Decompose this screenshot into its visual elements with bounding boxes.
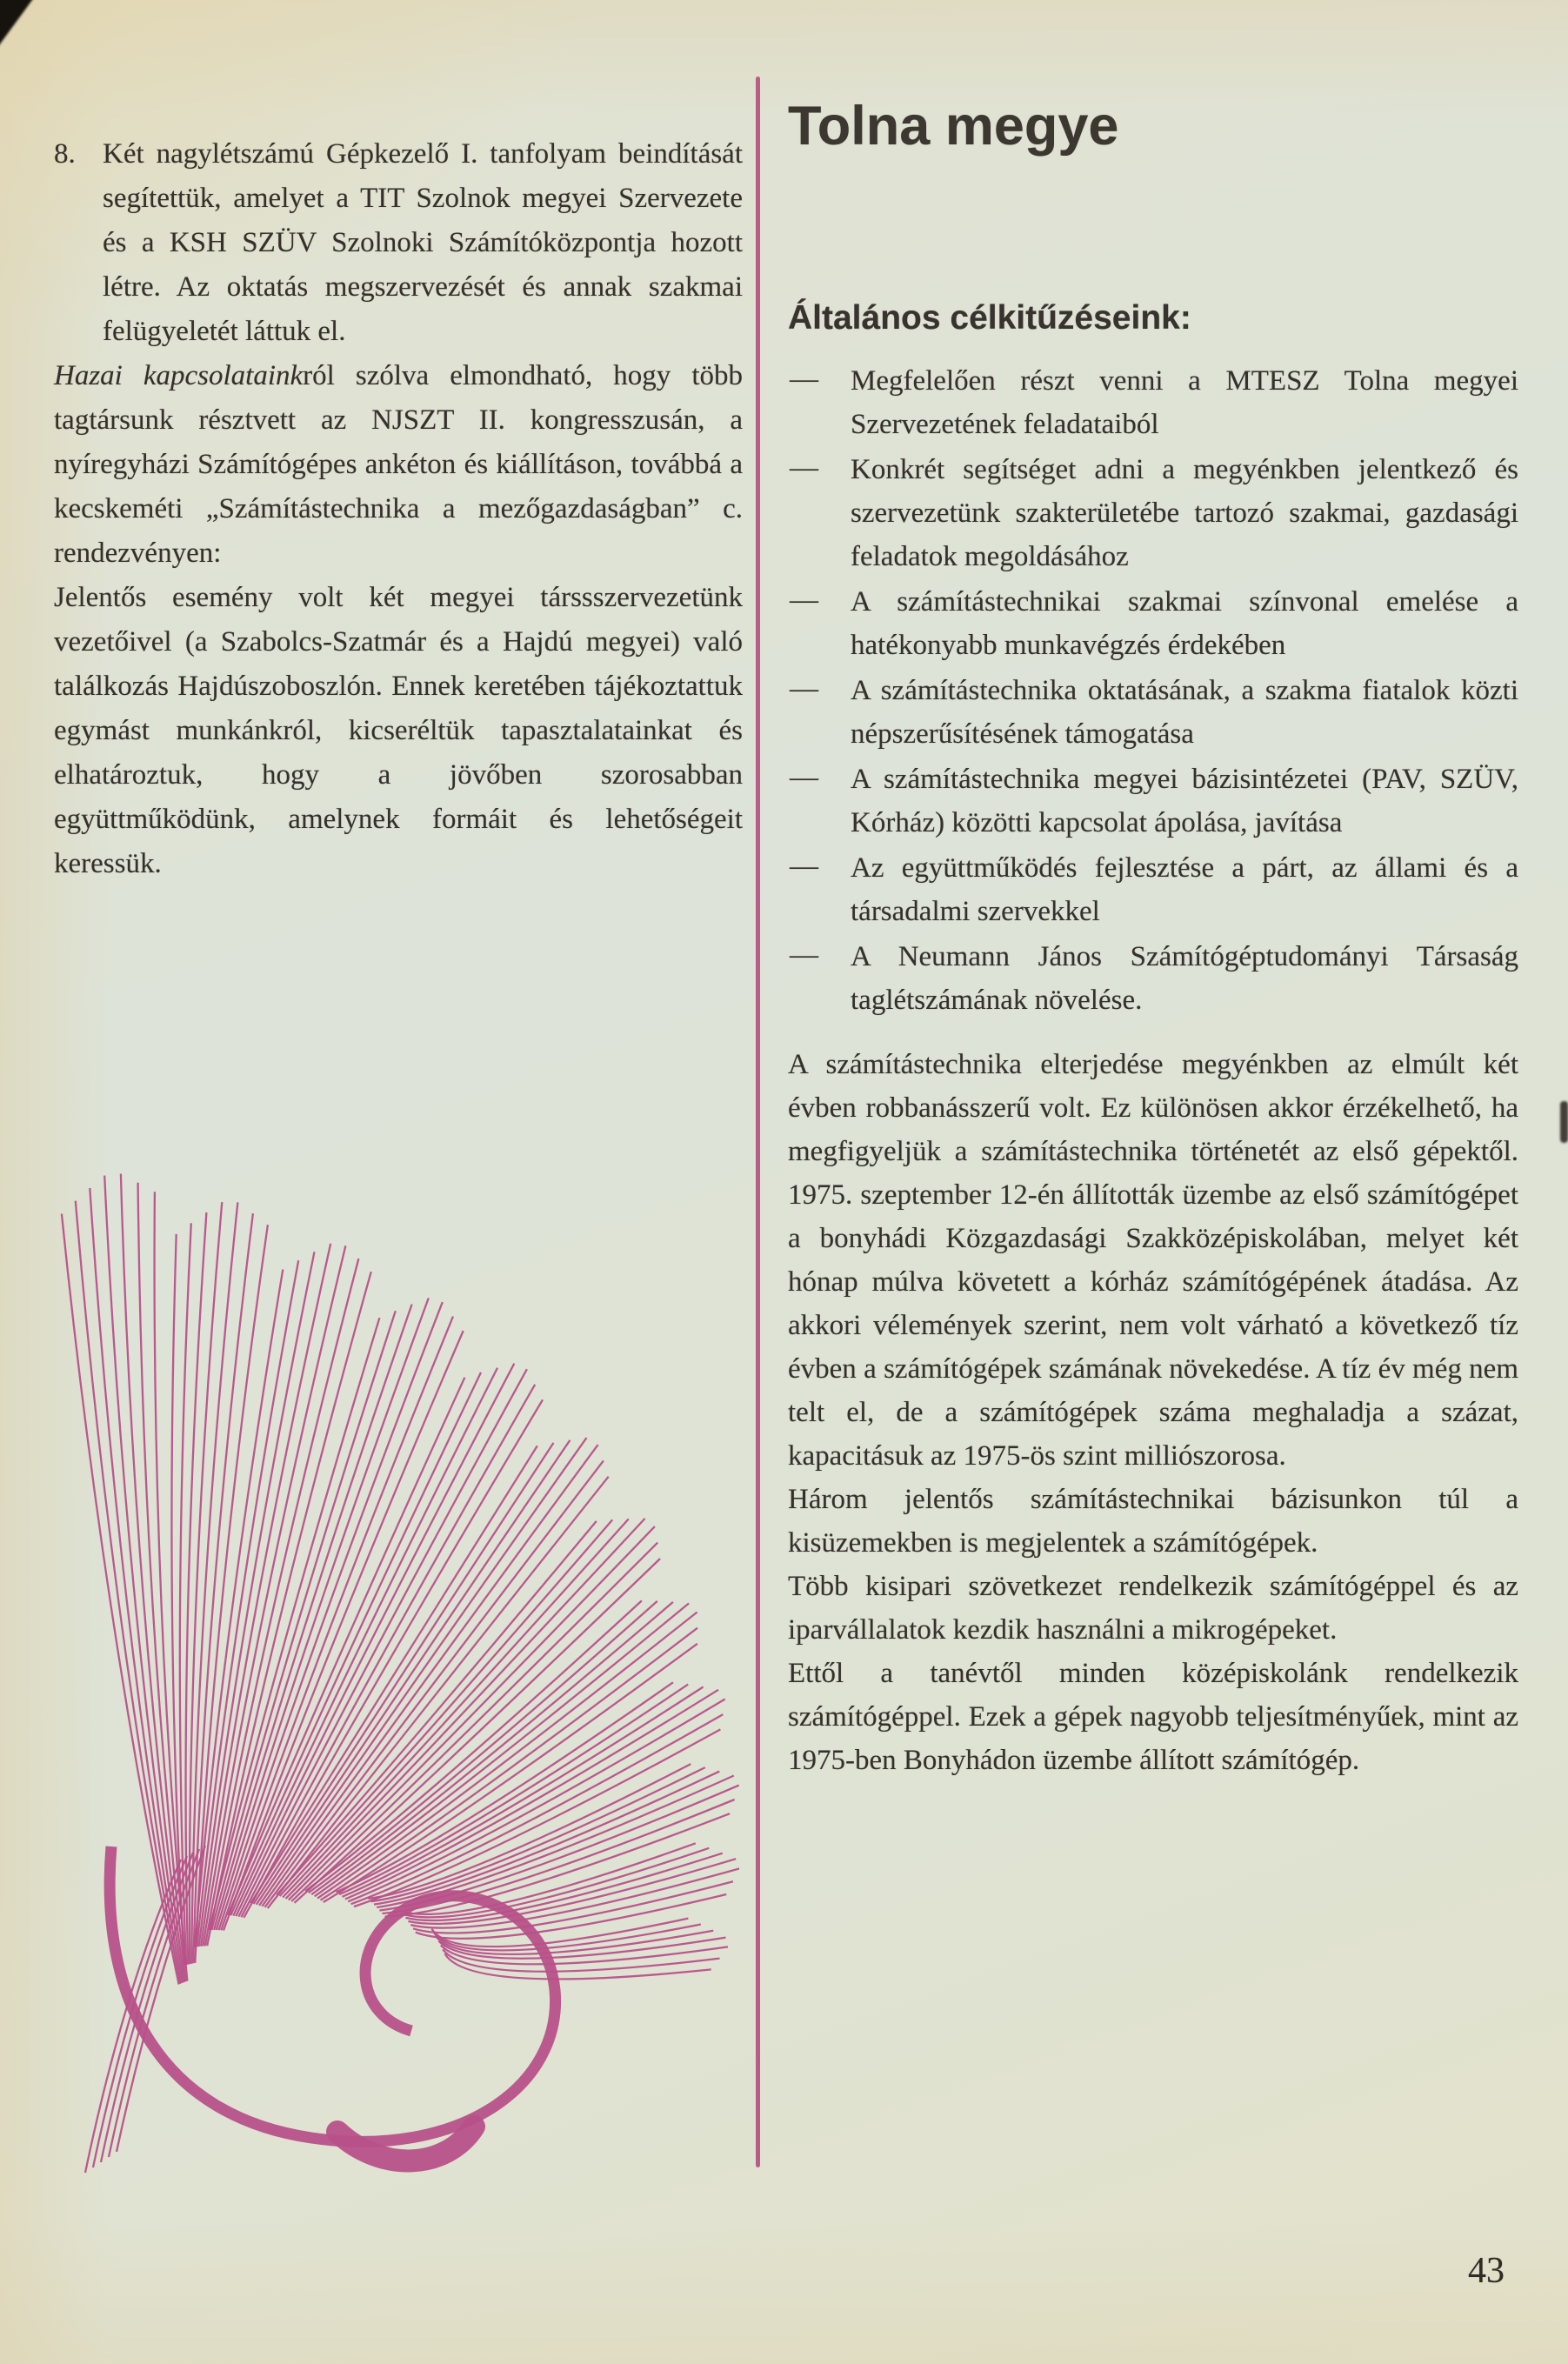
scan-edge-artifact: [1560, 1101, 1568, 1143]
goal-item: [788, 935, 1518, 1022]
goal-text: Konkrét segítséget adni a megyénkben jelentkező és szervezetünk szakterületébe tartozó szakmai, gazdasági feladatok megoldásához: [851, 454, 1518, 572]
goal-text: Az együttműködés fejlesztése a párt, az állami és a társadalmi szervekkel: [851, 852, 1518, 927]
body-paragraphs: [788, 1043, 1518, 1782]
fan-ornament-graphic: [50, 1116, 739, 2190]
goal-dash: —: [790, 364, 818, 395]
goal-dash: —: [790, 584, 818, 616]
goal-dash: —: [790, 762, 818, 793]
paragraph-lead-rest: ról szólva elmondható, hogy több tagtársunk résztvett az NJSZT II. kongresszusán, a nyíregyházi Számítógépes ankéton és kiállításon, továbbá a kecskeméti „Számítástechnika a mezőgazdaságban” c. rendezvényen:: [54, 360, 743, 569]
column-divider-rule: [756, 77, 760, 2167]
goal-dash: —: [790, 452, 818, 484]
scan-corner-artifact: [0, 0, 35, 49]
goal-dash: —: [790, 673, 818, 705]
goal-text: A Neumann János Számítógéptudományi Társaság taglétszámának növelése.: [851, 941, 1518, 1016]
body-paragraph: Három jelentős számítástechnikai bázisunkon túl a kisüzemekben is megjelentek a számítógépek.: [788, 1484, 1518, 1559]
paragraph-lead-italic: Hazai kapcsolataink: [54, 360, 304, 391]
goal-text: A számítástechnikai szakmai színvonal emelése a hatékonyabb munkavégzés érdekében: [851, 586, 1518, 661]
goal-text: A számítástechnika oktatásának, a szakma fiatalok közti népszerűsítésének támogatása: [851, 675, 1518, 750]
left-column: [54, 132, 743, 886]
goal-item: [788, 669, 1518, 756]
goal-text: Megfelelően részt venni a MTESZ Tolna megyei Szervezetének feladataiból: [851, 365, 1518, 440]
body-paragraph: A számítástechnika elterjedése megyénkben az elmúlt két évben robbanásszerű volt. Ez különösen akkor érzékelhető, ha megfigyeljük a számítástechnika történetét az első gépektől. 1975. szeptember 12-én állították üzembe az első számítógépet a bonyhádi Közgazdasági Szakközépiskolában, melyet két hónap múlva követett a kórház számítógépének átadása. Az akkori vélemények szerint, nem volt várható a következő tíz évben a számítógépek számának növekedése. A tíz év még nem telt el, de a számítógépek száma meghaladja a százat, kapacitásuk az 1975-ös szint milliószorosa.: [788, 1049, 1518, 1472]
goal-item: [788, 846, 1518, 933]
paragraph-meeting: Jelentős esemény volt két megyei társsszervezetünk vezetőivel (a Szabolcs-Szatmár és a Hajdú megyei) való találkozás Hajdúszoboszlón. Ennek keretében tájékoztattuk egymást munkánkról, kicseréltük tapasztalatainkat és elhatároztuk, hogy a jövőben szorosabban együttműködünk, amelynek formáit és lehetőségeit keressük.: [54, 582, 743, 879]
goal-text: A számítástechnika megyei bázisintézetei (PAV, SZÜV, Kórház) közötti kapcsolat ápolása, javítása: [851, 764, 1518, 838]
list-item-text: Két nagylétszámú Gépkezelő I. tanfolyam beindítását segítettük, amelyet a TIT Szolnok megyei Szervezete és a KSH SZÜV Szolnoki Számítóközpontja hozott létre. Az oktatás megszervezését és annak szakmai felügyeletét láttuk el.: [103, 138, 743, 347]
page-number: 43: [1468, 2251, 1505, 2291]
body-paragraph: Ettől a tanévtől minden középiskolánk rendelkezik számítógéppel. Ezek a gépek nagyobb teljesítményűek, mint az 1975-ben Bonyhádon üzembe állított számítógép.: [788, 1658, 1518, 1776]
goals-list: [788, 359, 1518, 1022]
goal-item: [788, 359, 1518, 446]
section-title: Tolna megye: [788, 96, 1119, 157]
goal-dash: —: [790, 939, 818, 971]
goal-dash: —: [790, 851, 818, 882]
goal-item: [788, 448, 1518, 578]
right-column: [788, 96, 1518, 1782]
goal-item: [788, 758, 1518, 845]
list-item-number: 8.: [54, 138, 76, 170]
numbered-list-item: [54, 132, 743, 354]
paragraph-domestic-relations: [54, 354, 743, 576]
body-paragraph: Több kisipari szövetkezet rendelkezik számítógéppel és az iparvállalatok kezdik használni a mikrogépeket.: [788, 1571, 1518, 1646]
goal-item: [788, 580, 1518, 667]
subsection-heading: Általános célkitűzéseink:: [788, 299, 1191, 337]
